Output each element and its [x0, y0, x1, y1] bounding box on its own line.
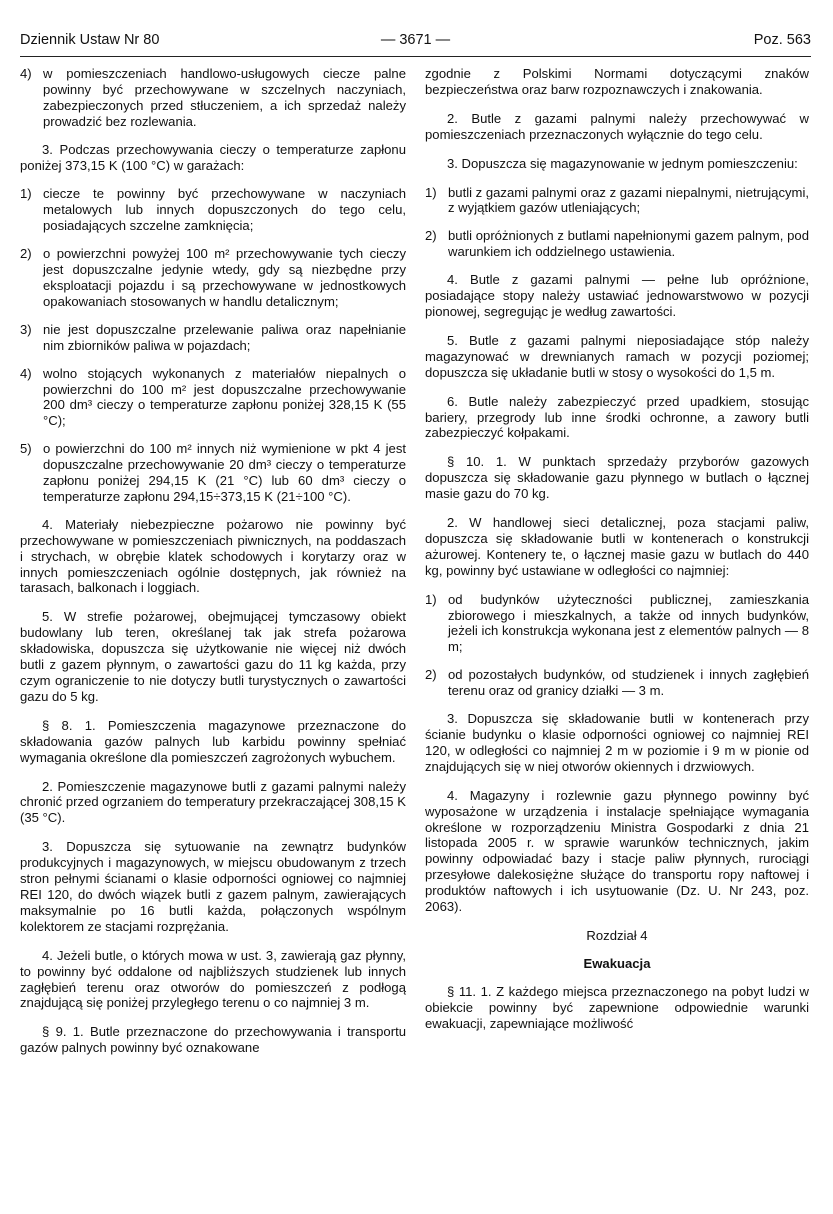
item-text: butli z gazami palnymi oraz z gazami niepalnymi, nietrującymi, z wyjątkiem gazów utleniających;: [448, 184, 809, 216]
paragraph: 5. Butle z gazami palnymi nieposiadające stóp należy magazynować w drewnianych ramach w pozycji poziomej; dopuszcza się układanie butli w stosy o wysokości do 1,5 m.: [425, 332, 809, 380]
item-text: w pomieszczeniach handlowo-usługowych ciecze palne powinny być przechowywane w szczelnych naczyniach, zabezpieczonych przed stłuczeniem, a ich sprzedaż należy prowadzić bez rozlewania.: [43, 66, 406, 129]
list-item: [20, 441, 406, 505]
right-column: [425, 66, 809, 1045]
list-item: [20, 66, 406, 130]
item-text: od budynków użyteczności publicznej, zamieszkania zbiorowego i mieszkalnych, a także od innych budynków, jeżeli ich konstrukcja wykonana jest z elementów palnych — 8 m;: [448, 591, 809, 655]
page-number: — 3671 —: [380, 32, 451, 48]
item-number: 2): [425, 667, 437, 683]
paragraph: 2. Pomieszczenie magazynowe butli z gazami palnymi należy chronić przed ogrzaniem do temperatury przekraczającej 308,15 K (35 °C).: [20, 778, 406, 826]
journal-title: Dziennik Ustaw Nr 80: [20, 32, 160, 48]
paragraph: 3. Dopuszcza się magazynowanie w jednym pomieszczeniu:: [447, 155, 798, 171]
item-text: nie jest dopuszczalne przelewanie paliwa oraz napełnianie nim zbiorników paliwa w pojazdach;: [43, 321, 406, 353]
paragraph: 4. Materiały niebezpieczne pożarowo nie powinny być przechowywane w pomieszczeniach piwnicznych, na poddaszach i strychach, w obrębie klatek schodowych i korytarzy oraz w innych pomieszczeniach ogólnie dostępnych, jak również na tarasach, balkonach i loggiach.: [20, 516, 406, 596]
item-text: o powierzchni powyżej 100 m² przechowywanie tych cieczy jest dopuszczalne jedynie wtedy, gdy są niezbędne przy eksploatacji pojazdu i są przechowywane w jednostkowych opakowaniach stosowanych w handlu detalicznym;: [43, 246, 406, 309]
paragraph: 4. Magazyny i rozlewnie gazu płynnego powinny być wyposażone w urządzenia i instalacje spełniające wymagania określone w rozporządzeniu Ministra Gospodarki z dnia 21 listopada 2005 r. w sprawie warunków technicznych, jakim powinny odpowiadać bazy i stacje paliw płynnych, rurociągi przesyłowe dalekosiężne służące do transportu ropy naftowej i produktów naftowych i ich usytuowanie (Dz. U. Nr 243, poz. 2063).: [425, 787, 809, 915]
item-number: 2): [20, 246, 32, 262]
item-number: 4): [20, 66, 32, 81]
left-column: [20, 66, 406, 1069]
paragraph: § 9. 1. Butle przeznaczone do przechowywania i transportu gazów palnych powinny być oznakowane: [20, 1024, 406, 1056]
item-text: od pozostałych budynków, od studzienek i innych zagłębień terenu oraz od granicy działki — 3 m.: [448, 667, 809, 699]
paragraph: 6. Butle należy zabezpieczyć przed upadkiem, stosując bariery, przegrody lub inne środki ochronne, a zawory butli zabezpieczyć kołpakami.: [425, 393, 809, 441]
list-item: [20, 186, 406, 234]
paragraph: 3. Dopuszcza się składowanie butli w kontenerach przy ścianie budynku o klasie odporności ogniowej co najmniej REI 120, w odległości co najmniej 2 m w poziomie i 9 m w pionie od znajdujących się w niej otworów okiennych i drzwiowych.: [425, 711, 809, 774]
paragraph: zgodnie z Polskimi Normami dotyczącymi znaków bezpieczeństwa oraz barw rozpoznawczych i znakowania.: [425, 66, 809, 97]
list-item: [20, 322, 406, 354]
item-text: ciecze te powinny być przechowywane w naczyniach metalowych lub innych dopuszczonych do tego celu, posiadających szczelne zamknięcia;: [43, 186, 406, 234]
paragraph: § 8. 1. Pomieszczenia magazynowe przeznaczone do składowania gazów palnych lub karbidu powinny spełniać wymagania określone dla pomieszczeń zagrożonych wybuchem.: [20, 717, 406, 765]
item-number: 3): [20, 321, 32, 337]
page-header: [20, 32, 811, 57]
item-number: 1): [425, 591, 437, 607]
paragraph: 5. W strefie pożarowej, obejmującej tymczasowy obiekt budowlany lub teren, określanej tak jak strefa pożarowa składowiska, dopuszcza się użytkowanie nie więcej niż dwóch butli z gazem płynnym, o zawartości gazu do 11 kg każda, przy czym ograniczenie to nie dotyczy butli turystycznych o zawartości gazu do 5 kg.: [20, 609, 406, 704]
paragraph: 2. W handlowej sieci detalicznej, poza stacjami paliw, dopuszcza się składowanie butli w kontenerach o konstrukcji ażurowej. Kontenery te, o łącznej masie gazu w butlach do 440 kg, powinny być ustawiane w odległości co najmniej:: [425, 515, 809, 578]
paragraph: § 11. 1. Z każdego miejsca przeznaczonego na pobyt ludzi w obiekcie powinny być zapewnione odpowiednie warunki ewakuacji, zapewniające możliwość: [425, 983, 809, 1031]
paragraph: 4. Butle z gazami palnymi — pełne lub opróżnione, posiadające stopy należy ustawiać jednowarstwowo w pozycji pionowej, segregując je według zawartości.: [425, 272, 809, 319]
list-item: [425, 185, 809, 217]
list-item: [425, 667, 809, 699]
position-number: Poz. 563: [753, 32, 811, 48]
paragraph: 3. Dopuszcza się sytuowanie na zewnątrz budynków produkcyjnych i magazynowych, w miejscu obudowanym z trzech stron pełnymi ścianami o klasie odporności ogniowej co najmniej REI 120, do dwóch wiązek butli z gazem palnym, zawierających maksymalnie po 16 butli każda, połączonych wspólnym kolektorem ze stacjami rozprężania.: [20, 839, 406, 934]
chapter-title: Ewakuacja: [583, 955, 651, 971]
item-number: 4): [20, 365, 32, 381]
item-number: 1): [425, 184, 437, 200]
chapter-number: Rozdział 4: [586, 927, 648, 943]
paragraph: 2. Butle z gazami palnymi należy przechowywać w pomieszczeniach przeznaczonych wyłącznie do tego celu.: [425, 110, 809, 142]
paragraph: 3. Podczas przechowywania cieczy o temperaturze zapłonu poniżej 373,15 K (100 °C) w garażach:: [20, 141, 406, 173]
item-number: 1): [20, 186, 32, 202]
list-item: [20, 366, 406, 430]
item-number: 2): [425, 228, 437, 244]
item-number: 5): [20, 441, 32, 457]
list-item: [425, 592, 809, 656]
item-text: butli opróżnionych z butlami napełnionymi gazem palnym, pod warunkiem ich oddzielnego ustawienia.: [448, 228, 809, 260]
paragraph: 4. Jeżeli butle, o których mowa w ust. 3, zawierają gaz płynny, to powinny być oddalone od najbliższych studzienek lub innych zagłębień terenu oraz otworów do pomieszczeń z podłogą znajdującą się poniżej przyległego terenu o co najmniej 3 m.: [20, 947, 406, 1011]
item-text: o powierzchni do 100 m² innych niż wymienione w pkt 4 jest dopuszczalne przechowywanie 20 dm³ cieczy o temperaturze zapłonu poniżej 294,15 K (21 °C) lub 60 dm³ cieczy o temperaturze zapłonu 294,15÷373,15 K (21÷100 °C).: [43, 441, 406, 504]
paragraph: § 10. 1. W punktach sprzedaży przyborów gazowych dopuszcza się składowanie gazu płynnego w butlach o łącznej masie gazu do 70 kg.: [425, 454, 809, 502]
list-item: [425, 228, 809, 260]
item-text: wolno stojących wykonanych z materiałów niepalnych o powierzchni do 100 m² jest dopuszczalne przechowywanie 200 dm³ cieczy o temperaturze zapłonu poniżej 328,15 K (55 °C);: [43, 365, 406, 429]
list-item: [20, 246, 406, 310]
